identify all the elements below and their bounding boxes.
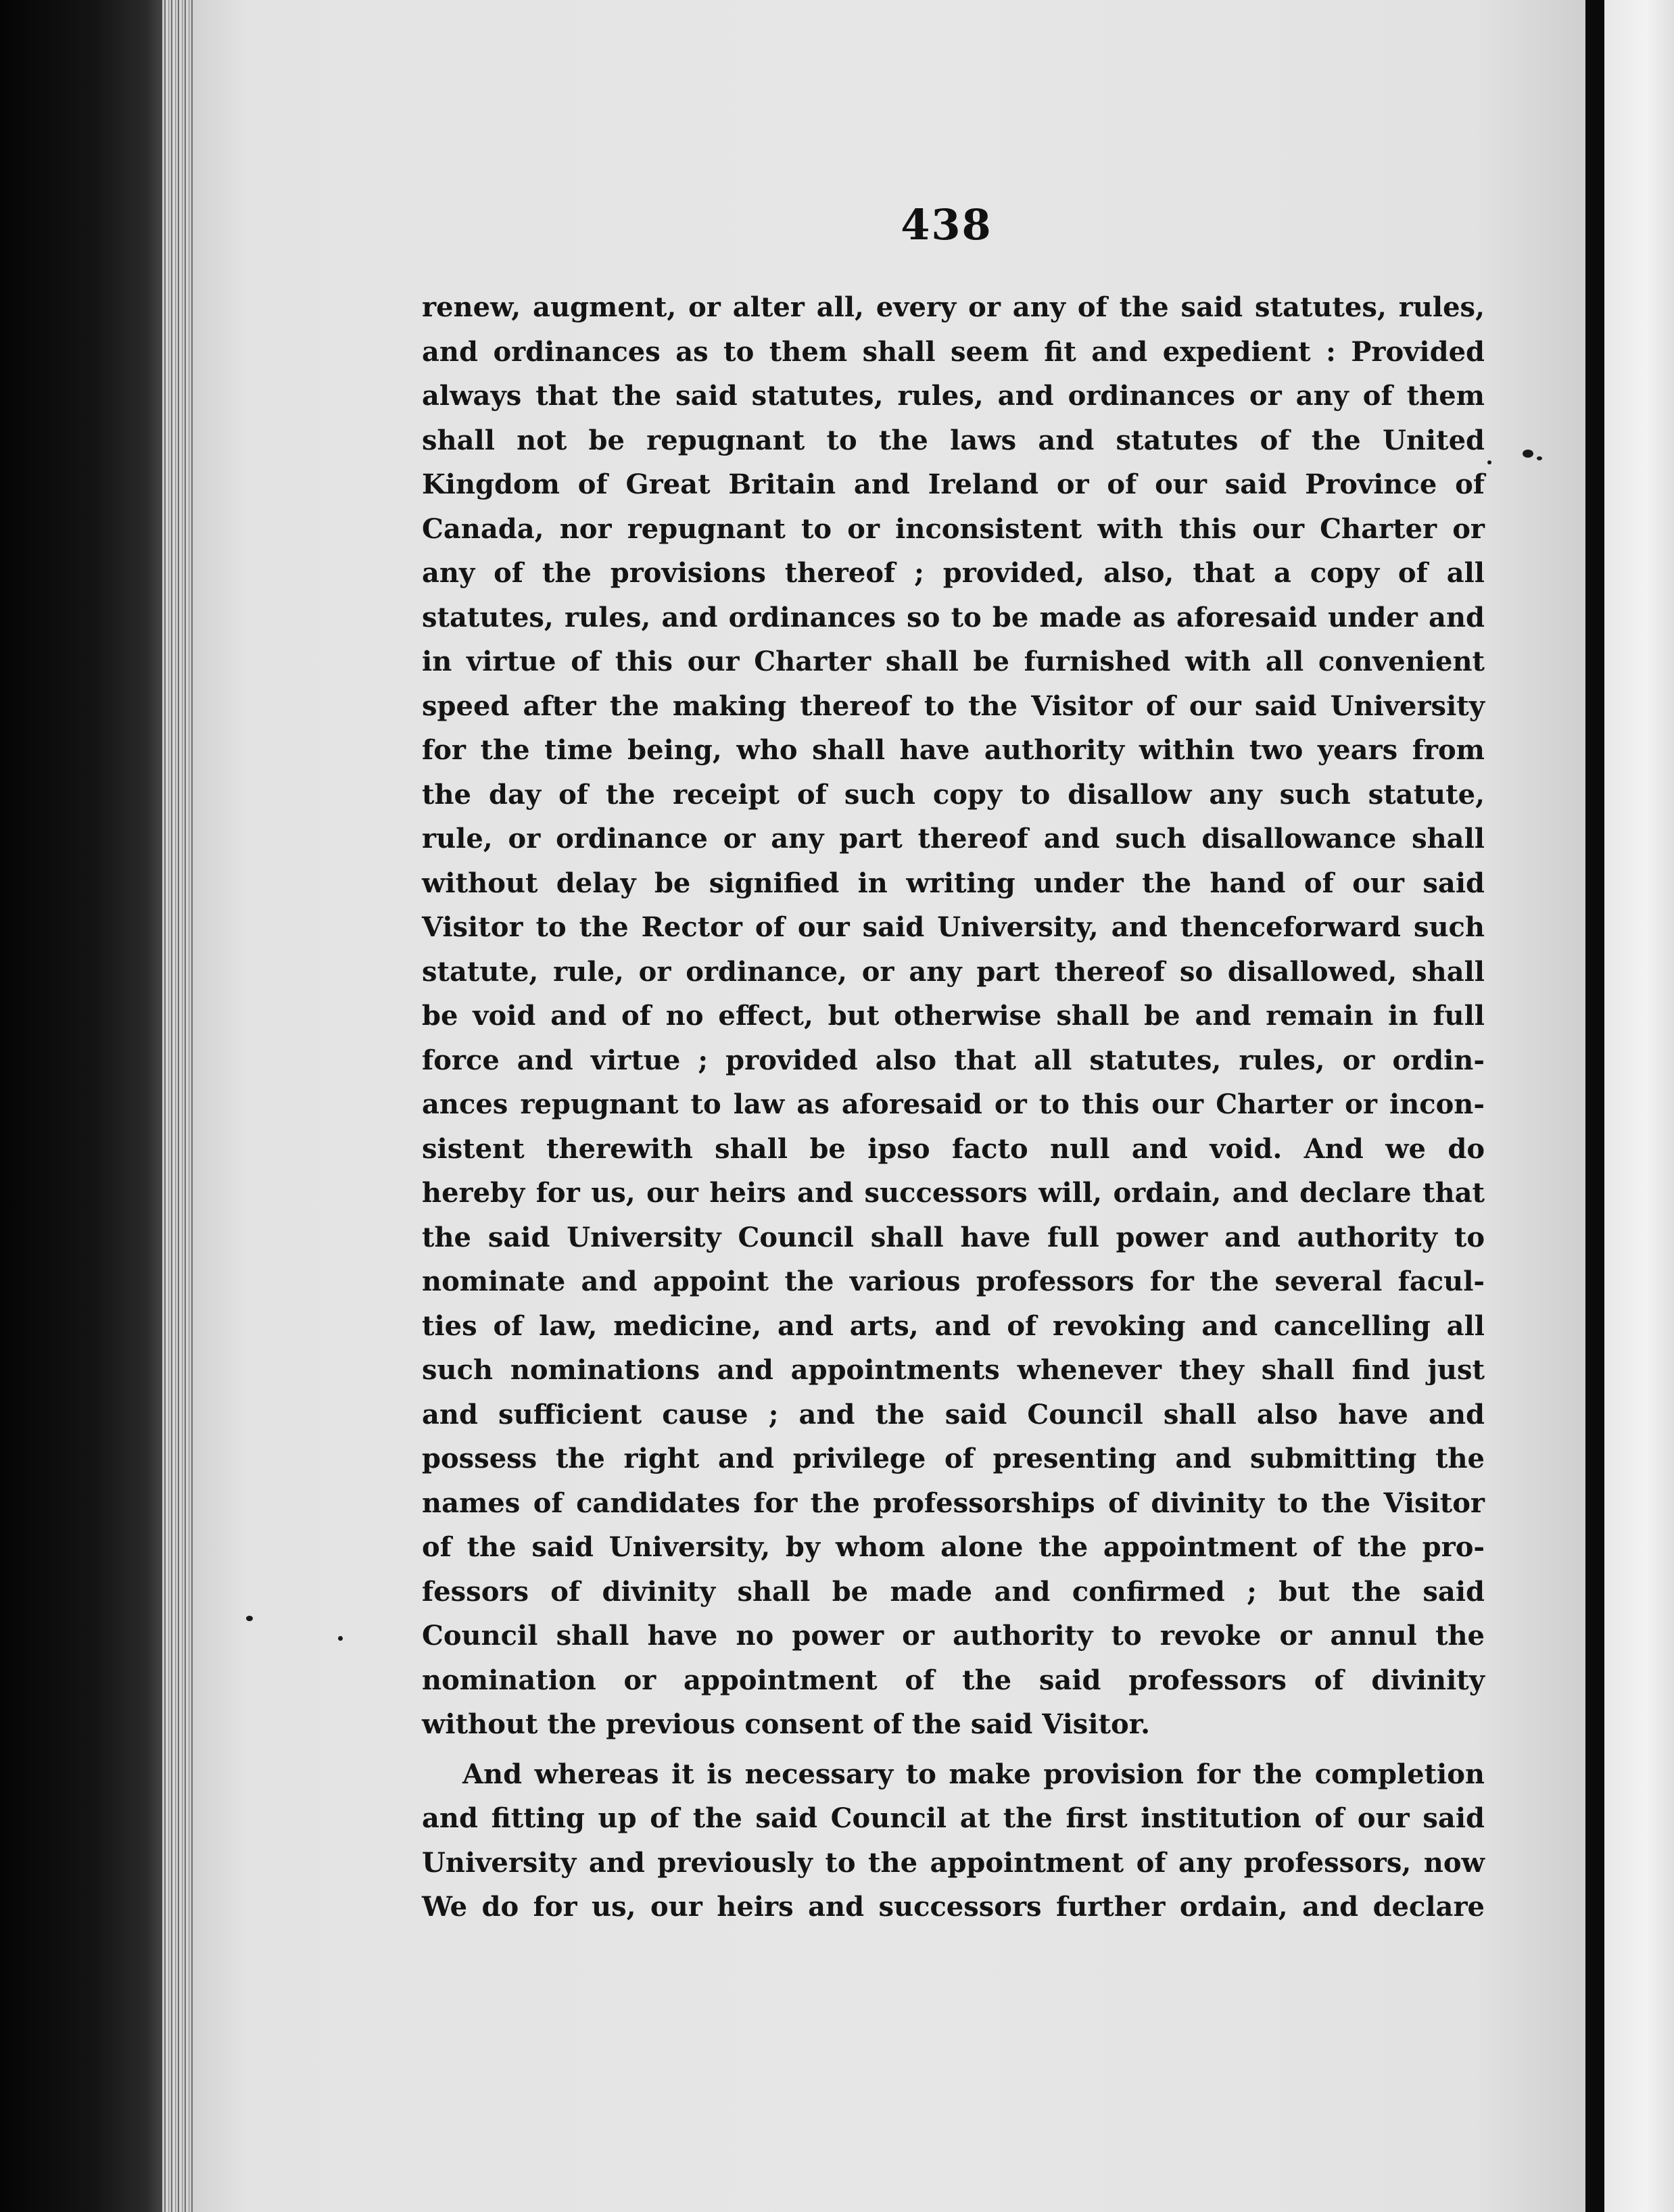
text-line: statutes, rules, and ordinances so to be made as aforesaid under and bbox=[422, 601, 1485, 633]
text-line: without the previous consent of the said Visitor. bbox=[422, 1708, 1150, 1740]
text-line: always that the said statutes, rules, and ordinances or any of them bbox=[422, 380, 1485, 412]
text-line: statute, rule, or ordinance, or any part thereof so disallowed, shall bbox=[422, 955, 1485, 988]
text-line: names of candidates for the professorships of divinity to the Visitor bbox=[422, 1487, 1485, 1519]
text-line: possess the right and privilege of presenting and submitting the bbox=[422, 1443, 1485, 1474]
text-line: and sufficient cause ; and the said Council shall also have and bbox=[422, 1398, 1485, 1430]
text-line: nomination or appointment of the said professors of divinity bbox=[422, 1664, 1485, 1696]
next-page-edge bbox=[1604, 0, 1674, 2212]
book-binding-shadow bbox=[0, 0, 172, 2212]
scan-speck bbox=[1537, 456, 1542, 460]
text-line: Council shall have no power or authority to revoke or annul the bbox=[422, 1620, 1485, 1652]
text-line: the day of the receipt of such copy to disallow any such statute, bbox=[422, 778, 1485, 811]
text-line: fessors of divinity shall be made and confirmed ; but the said bbox=[422, 1575, 1485, 1608]
text-line: and fitting up of the said Council at the first institution of our said bbox=[422, 1802, 1485, 1834]
gutter-shadow bbox=[1585, 0, 1604, 2212]
text-line: nominate and appoint the various professors for the several facul- bbox=[422, 1266, 1485, 1297]
text-line: of the said University, by whom alone the appointment of the pro- bbox=[422, 1531, 1485, 1563]
text-line: ances repugnant to law as aforesaid or to this our Charter or incon- bbox=[422, 1088, 1485, 1120]
text-line: University and previously to the appointment of any professors, now bbox=[422, 1846, 1485, 1879]
page-number: 438 bbox=[901, 200, 993, 249]
scan-speck bbox=[338, 1636, 343, 1641]
text-line: shall not be repugnant to the laws and statutes of the United bbox=[422, 424, 1485, 456]
text-line: the said University Council shall have full power and authority to bbox=[422, 1221, 1485, 1253]
text-line: Visitor to the Rector of our said University, and thenceforward such bbox=[422, 911, 1485, 943]
text-line: force and virtue ; provided also that all statutes, rules, or ordin- bbox=[422, 1044, 1485, 1076]
text-line: And whereas it is necessary to make provision for the completion bbox=[462, 1758, 1485, 1790]
text-line: such nominations and appointments whenever they shall find just bbox=[422, 1354, 1485, 1386]
text-line: be void and of no effect, but otherwise shall be and remain in full bbox=[422, 1000, 1485, 1032]
text-line: and ordinances as to them shall seem fit and expedient : Provided bbox=[422, 335, 1485, 368]
text-line: Canada, nor repugnant to or inconsistent with this our Charter or bbox=[422, 512, 1485, 545]
text-line: ties of law, medicine, and arts, and of revoking and cancelling all bbox=[422, 1309, 1485, 1342]
text-line: speed after the making thereof to the Visitor of our said University bbox=[422, 690, 1485, 722]
text-line: any of the provisions thereof ; provided, also, that a copy of all bbox=[422, 557, 1485, 589]
text-line: hereby for us, our heirs and successors will, ordain, and declare that bbox=[422, 1177, 1485, 1209]
text-line: renew, augment, or alter all, every or any of the said statutes, rules, bbox=[422, 291, 1485, 323]
paragraph-gap bbox=[422, 1747, 1485, 1752]
text-line: We do for us, our heirs and successors further ordain, and declare bbox=[422, 1891, 1485, 1923]
text-line: in virtue of this our Charter shall be furnished with all convenient bbox=[422, 646, 1485, 677]
text-line: sistent therewith shall be ipso facto null and void. And we do bbox=[422, 1132, 1485, 1165]
body-text bbox=[422, 285, 1485, 1929]
scan-speck bbox=[1487, 460, 1491, 464]
scan-speck bbox=[1523, 450, 1533, 458]
text-line: rule, or ordinance or any part thereof and such disallowance shall bbox=[422, 823, 1485, 855]
text-line: Kingdom of Great Britain and Ireland or of our said Province of bbox=[422, 468, 1485, 500]
text-line: without delay be signified in writing under the hand of our said bbox=[422, 867, 1485, 899]
page-edge-stack bbox=[162, 0, 195, 2212]
text-line: for the time being, who shall have authority within two years from bbox=[422, 734, 1485, 766]
scan-speck bbox=[246, 1616, 253, 1621]
